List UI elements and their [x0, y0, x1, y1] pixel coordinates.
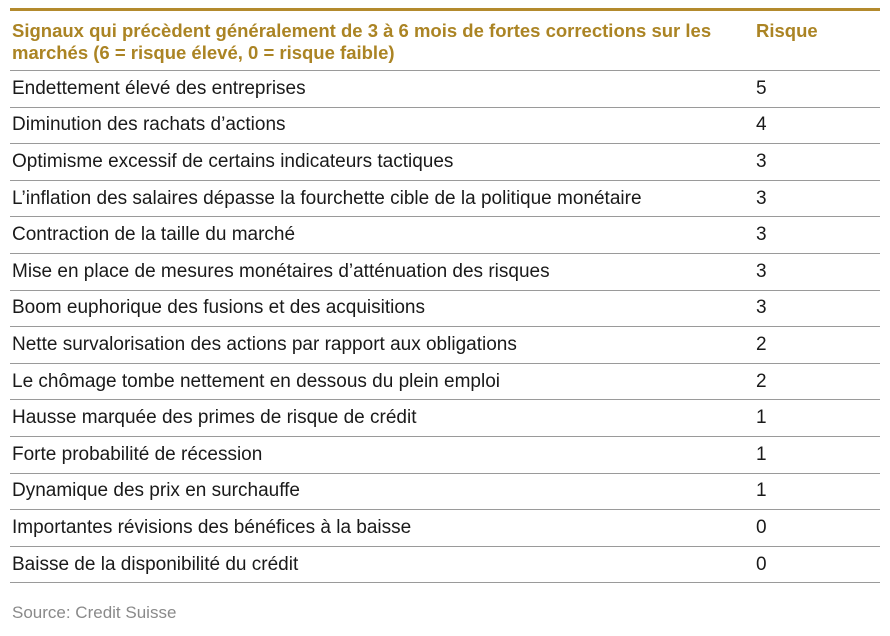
- row-signal: Importantes révisions des bénéfices à la baisse: [12, 516, 412, 538]
- row-signal: Baisse de la disponibilité du crédit: [12, 553, 299, 575]
- table-row: [10, 400, 880, 437]
- table-row: [10, 474, 880, 511]
- row-risk: 3: [756, 187, 767, 209]
- row-risk: 2: [756, 370, 767, 392]
- row-signal: Diminution des rachats d’actions: [12, 114, 286, 136]
- table-row: [10, 108, 880, 145]
- row-signal: Le chômage tombe nettement en dessous du plein emploi: [12, 370, 500, 392]
- table-row: [10, 547, 880, 584]
- row-signal: L’inflation des salaires dépasse la fourchette cible de la politique monétaire: [12, 187, 642, 209]
- row-risk: 3: [756, 150, 767, 172]
- table-row: [10, 254, 880, 291]
- table-row: [10, 327, 880, 364]
- row-signal: Boom euphorique des fusions et des acquisitions: [12, 297, 425, 319]
- row-signal: Mise en place de mesures monétaires d’atténuation des risques: [12, 260, 550, 282]
- row-signal: Dynamique des prix en surchauffe: [12, 480, 300, 502]
- row-signal: Hausse marquée des primes de risque de crédit: [12, 407, 417, 429]
- table-header: [10, 11, 880, 71]
- table-row: [10, 71, 880, 108]
- row-risk: 1: [756, 407, 767, 429]
- table-row: [10, 510, 880, 547]
- risk-signals-table: [10, 8, 880, 583]
- source-note: Source: Credit Suisse: [12, 603, 177, 622]
- table-row: [10, 181, 880, 218]
- row-risk: 3: [756, 260, 767, 282]
- table-row: [10, 217, 880, 254]
- row-risk: 4: [756, 114, 767, 136]
- table-row: [10, 144, 880, 181]
- row-risk: 0: [756, 516, 767, 538]
- table-row: [10, 291, 880, 328]
- table-row: [10, 437, 880, 474]
- header-risk: Risque: [756, 20, 818, 41]
- row-risk: 1: [756, 443, 767, 465]
- row-risk: 0: [756, 553, 767, 575]
- table-row: [10, 364, 880, 401]
- row-signal: Nette survalorisation des actions par rapport aux obligations: [12, 333, 517, 355]
- row-signal: Endettement élevé des entreprises: [12, 77, 306, 99]
- row-risk: 1: [756, 480, 767, 502]
- header-signal: Signaux qui précèdent généralement de 3 à 6 mois de fortes corrections sur les marchés (6 = risque élevé, 0 = risque faible): [12, 20, 712, 63]
- table-body: [10, 71, 880, 583]
- row-signal: Optimisme excessif de certains indicateurs tactiques: [12, 150, 454, 172]
- row-risk: 3: [756, 297, 767, 319]
- row-signal: Contraction de la taille du marché: [12, 224, 296, 246]
- row-risk: 2: [756, 333, 767, 355]
- row-risk: 3: [756, 224, 767, 246]
- row-signal: Forte probabilité de récession: [12, 443, 263, 465]
- row-risk: 5: [756, 77, 767, 99]
